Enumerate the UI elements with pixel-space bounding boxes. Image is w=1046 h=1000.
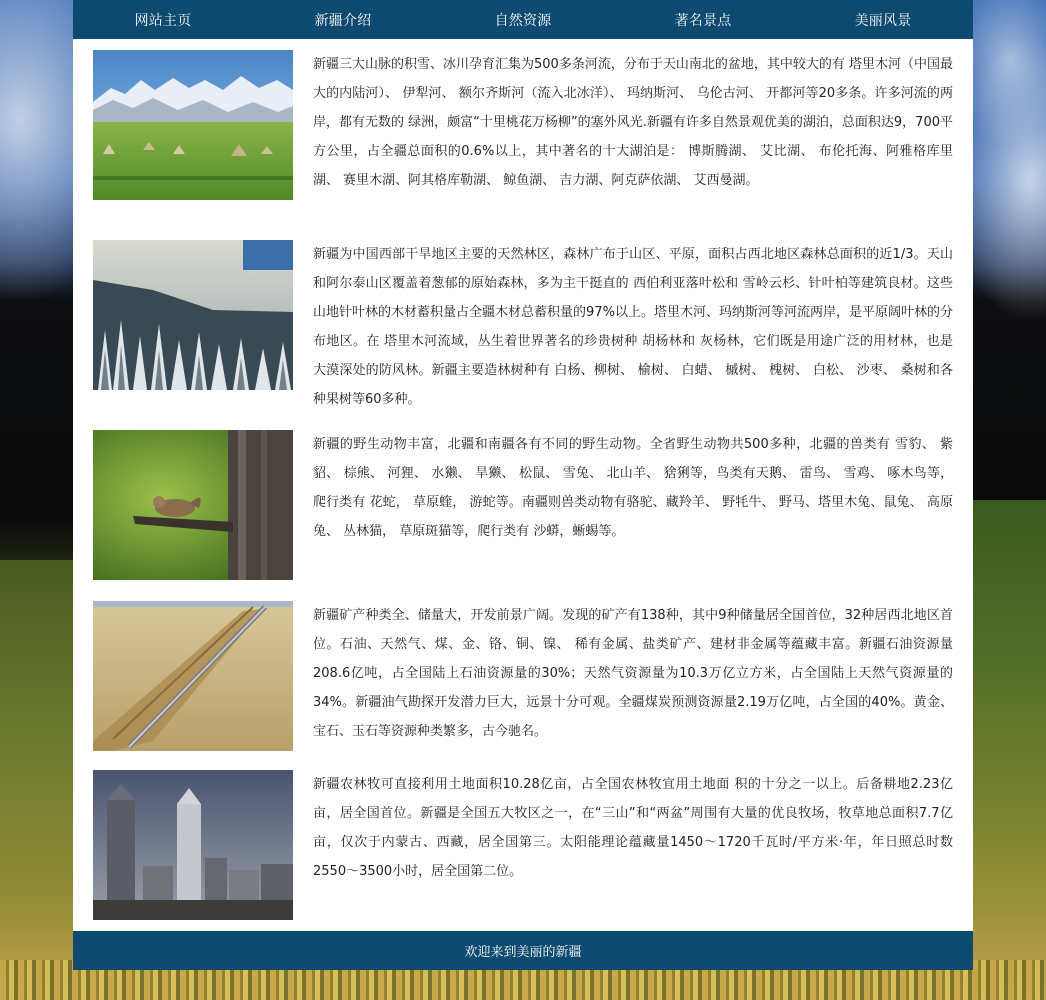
left-hillside — [0, 560, 80, 1000]
nav-home[interactable]: 网站主页 — [134, 12, 192, 29]
footer-bar — [73, 931, 973, 970]
section-text: 新疆为中国西部干旱地区主要的天然林区，森林广布于山区、平原，面积占西北地区森林总面积的近1/3。天山和阿尔泰山区覆盖着葱郁的原始森林，多为主干挺直的 西伯利亚落叶松和 雪岭云杉、针叶柏等建筑良材。这些山地针叶林的木材蓄积量占全疆木材总蓄积量的97%以上。塔里木河、玛纳斯河等河流两岸，是平原阔叶林的分布地区。在 塔里木河流域，丛生着世界著名的珍贵树种 胡杨林和 灰杨林，它们既是用途广泛的用材林，也是 大漠深处的防风林。新疆主要造林树种有 白杨、柳树、 榆树、 白蜡、 槭树、 槐树、 白松、 沙枣、 桑树和各种果树等60多种。 — [313, 247, 953, 407]
top-navigation — [73, 0, 973, 39]
section-text: 新疆矿产种类全、储量大，开发前景广阔。发现的矿产有138种，其中9种储量居全国首位，32种居西北地区首位。石油、天然气、煤、金、铬、铜、镍、 稀有金属、盐类矿产、建材非金属等蕴藏丰富。新疆石油资源量208.6亿吨，占全国陆上石油资源量的30%；天然气资源量为10.3万亿立方米，占全国陆上天然气资源量的34%。新疆油气勘探开发潜力巨大，远景十分可观。全疆煤炭预测资源量2.19万亿吨，占全国的40%。黄金、宝石、玉石等资源种类繁多，古今驰名。 — [313, 608, 953, 739]
snowy-forest-image — [93, 240, 293, 390]
page-container — [73, 0, 973, 970]
nav-famous-sights[interactable]: 著名景点 — [674, 12, 732, 29]
section-text: 新疆的野生动物丰富，北疆和南疆各有不同的野生动物。全省野生动物共500多种，北疆的兽类有 雪豹、 紫貂、 棕熊、 河狸、 水獭、 旱獭、 松鼠、 雪兔、 北山羊、 猞猁等，鸟类有天鹅、 雷鸟、 雪鸡、 啄木鸟等，爬行类有 花蛇， 草原蝰， 游蛇等。南疆则兽类动物有骆驼、藏羚羊、 野牦牛、 野马、塔里木兔、鼠兔、 高原兔、 丛林猫， 草原斑猫等，爬行类有 沙蟒，蜥蜴等。 — [313, 437, 953, 539]
section-text: 新疆农林牧可直接利用土地面积10.28亿亩，占全国农林牧宜用土地面 积的十分之一以上。后备耕地2.23亿亩，居全国首位。新疆是全国五大牧区之一，在“三山”和“两盆”周围有大量的优良牧场，牧草地总面积7.7亿亩，仅次于内蒙古、西藏，居全国第三。太阳能理论蕴藏量1450～1720千瓦时/平方米·年，年日照总时数2550～3500小时，居全国第二位。 — [313, 777, 953, 879]
nav-natural-resources[interactable]: 自然资源 — [494, 12, 552, 29]
desert-pipeline-image — [93, 601, 293, 751]
nav-beautiful-scenery[interactable]: 美丽风景 — [854, 12, 912, 29]
city-skyline-image — [93, 770, 293, 920]
chipmunk-on-branch-image — [93, 430, 293, 580]
footer-welcome-text: 欢迎来到美丽的新疆 — [464, 945, 582, 960]
nav-xinjiang-intro[interactable]: 新疆介绍 — [314, 12, 372, 29]
snow-mountain-grassland-image — [93, 50, 293, 200]
right-hillside — [966, 500, 1046, 1000]
section-text: 新疆三大山脉的积雪、冰川孕育汇集为500多条河流，分布于天山南北的盆地，其中较大的有 塔里木河（中国最大的内陆河）、 伊犁河、 额尔齐斯河（流入北冰洋）、 玛纳斯河、 乌伦古河、 开都河等20多条。许多河流的两岸，都有无数的 绿洲，颇富“十里桃花万杨柳”的塞外风光.新疆有许多自然景观优美的湖泊，总面积达9，700平方公里，占全疆总面积的0.6%以上，其中著名的十大湖泊是： 博斯腾湖、 艾比湖、 布伦托海、阿雅格库里湖、 赛里木湖、阿其格库勒湖、 鲸鱼湖、 吉力湖、阿克萨依湖、 艾西曼湖。 — [313, 57, 953, 188]
